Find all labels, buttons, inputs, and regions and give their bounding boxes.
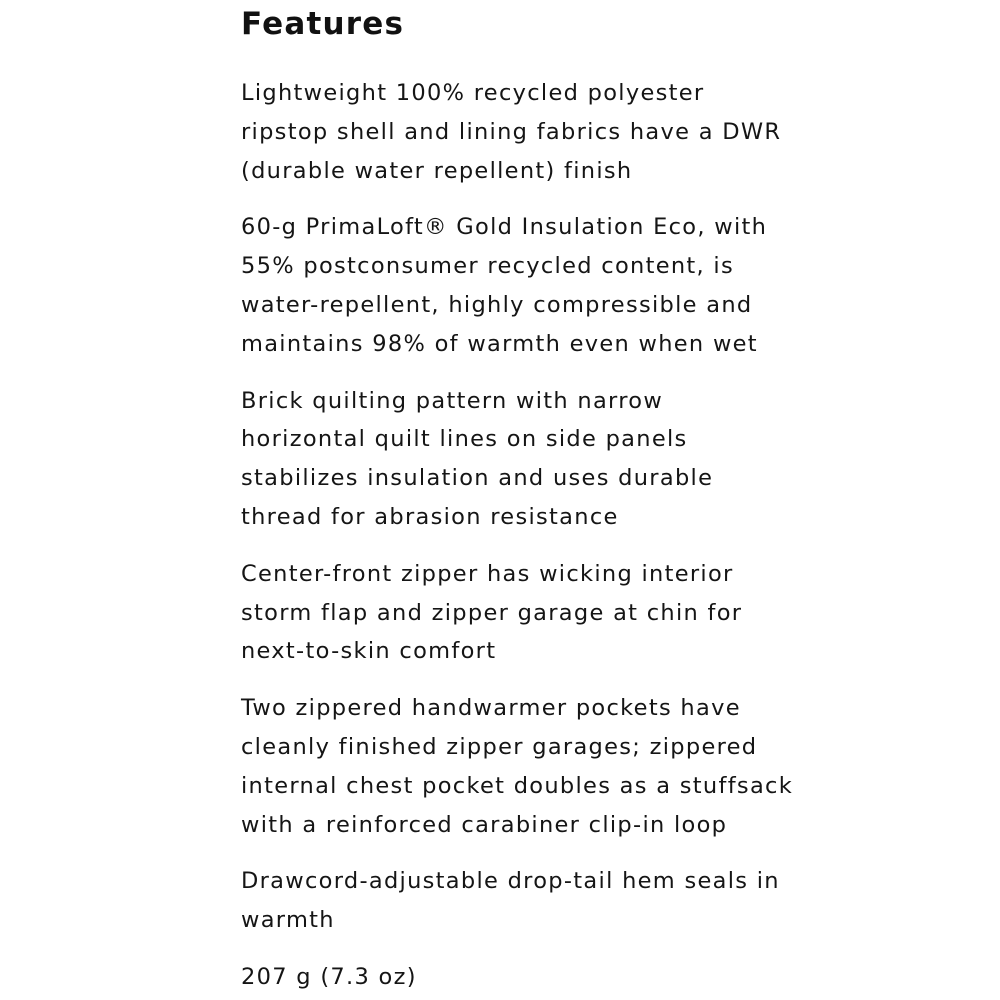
feature-text-line: 55% postconsumer recycled content, is [241, 253, 735, 280]
feature-text-line: stabilizes insulation and uses durable [241, 465, 714, 492]
feature-text-line: maintains 98% of warmth even when wet [241, 330, 758, 357]
feature-item-shell-fabric [241, 74, 841, 190]
feature-item-hem [241, 862, 841, 940]
feature-text-line: (durable water repellent) finish [241, 157, 633, 184]
feature-text-line: horizontal quilt lines on side panels [241, 426, 688, 453]
feature-text-line: Drawcord-adjustable drop-tail hem seals in [241, 868, 780, 895]
feature-text-line: thread for abrasion resistance [241, 503, 619, 530]
feature-text-line: Brick quilting pattern with narrow [241, 387, 664, 414]
feature-text-line: Center-front zipper has wicking interior [241, 560, 734, 587]
feature-text-line: water-repellent, highly compressible and [241, 291, 753, 318]
feature-text-line: storm flap and zipper garage at chin for [241, 599, 743, 626]
features-list [241, 74, 841, 1000]
feature-text-line: Two zippered handwarmer pockets have [241, 695, 741, 722]
feature-item-zipper [241, 555, 841, 671]
feature-text-line: 60-g PrimaLoft® Gold Insulation Eco, with [241, 214, 768, 241]
feature-item-quilting [241, 382, 841, 537]
feature-text-line: ripstop shell and lining fabrics have a DWR [241, 118, 782, 145]
feature-text-line: internal chest pocket doubles as a stuffsack [241, 772, 794, 799]
feature-text-line: cleanly finished zipper garages; zippered [241, 733, 758, 760]
feature-text-line: warmth [241, 907, 335, 934]
feature-text-line: 207 g (7.3 oz) [241, 963, 417, 990]
page-title: Features [241, 6, 405, 42]
feature-text-line: with a reinforced carabiner clip-in loop [241, 811, 728, 838]
feature-text-line: next-to-skin comfort [241, 638, 497, 665]
feature-item-pockets [241, 689, 841, 844]
feature-item-weight [241, 958, 841, 997]
feature-item-insulation [241, 208, 841, 363]
feature-text-line: Lightweight 100% recycled polyester [241, 80, 705, 106]
